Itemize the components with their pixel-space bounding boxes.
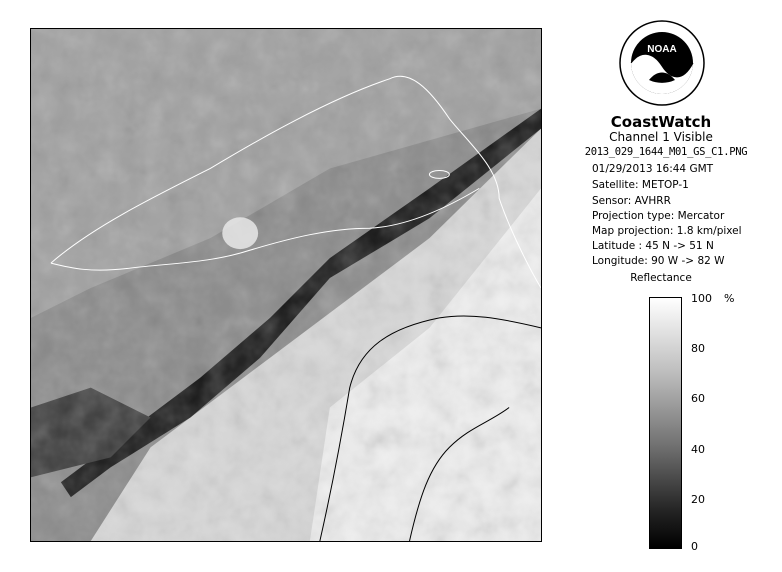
reflectance-colorbar (649, 297, 682, 549)
satellite-image (30, 28, 542, 542)
colorbar-unit: % (724, 292, 735, 305)
sensor-label: Sensor: AVHRR (592, 195, 671, 207)
logo-text: NOAA (647, 44, 677, 55)
satellite-label: Satellite: METOP-1 (592, 179, 689, 191)
map-projection-label: Map projection: 1.8 km/pixel (592, 225, 742, 237)
projection-type-label: Projection type: Mercator (592, 210, 725, 222)
date-time: 01/29/2013 16:44 GMT (592, 163, 714, 175)
channel-subtitle: Channel 1 Visible (609, 130, 713, 144)
colorbar-tick-label: 0 (691, 540, 698, 553)
file-name: 2013_029_1644_M01_GS_C1.PNG (584, 146, 748, 158)
colorbar-tick-label: 100 (691, 292, 712, 305)
colorbar-tick-label: 60 (691, 392, 705, 405)
colorbar-tick-label: 40 (691, 443, 705, 456)
colorbar-title: Reflectance (630, 272, 692, 284)
latitude-label: Latitude : 45 N -> 51 N (592, 240, 714, 252)
colorbar-tick-label: 20 (691, 493, 705, 506)
noaa-logo (619, 20, 705, 106)
product-title: CoastWatch (610, 113, 712, 131)
longitude-label: Longitude: 90 W -> 82 W (592, 255, 725, 267)
colorbar-tick-label: 80 (691, 342, 705, 355)
